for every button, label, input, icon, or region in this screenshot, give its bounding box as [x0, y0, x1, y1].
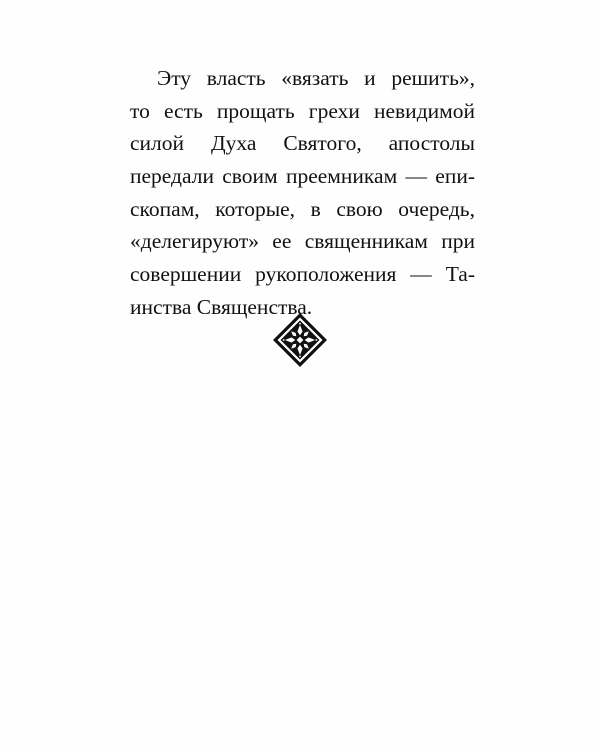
paragraph-line-5: скопам, которые, в свою очередь, — [130, 196, 475, 221]
diamond-ornament-icon — [272, 312, 328, 368]
paragraph-line-4: передали своим преемникам — епи- — [130, 164, 475, 189]
paragraph-line-6: «делегируют» ее священникам при — [130, 229, 475, 254]
paragraph-line-1: Эту власть «вязать и решить», — [157, 66, 475, 90]
paragraph-line-8: инства Священства. — [130, 294, 313, 319]
paragraph-line-7: совершении рукоположения — Та- — [130, 262, 475, 287]
body-paragraph — [130, 62, 475, 324]
paragraph-line-3: силой Духа Святого, апостолы — [130, 131, 475, 156]
paragraph-line-2: то есть прощать грехи невидимой — [130, 98, 475, 123]
